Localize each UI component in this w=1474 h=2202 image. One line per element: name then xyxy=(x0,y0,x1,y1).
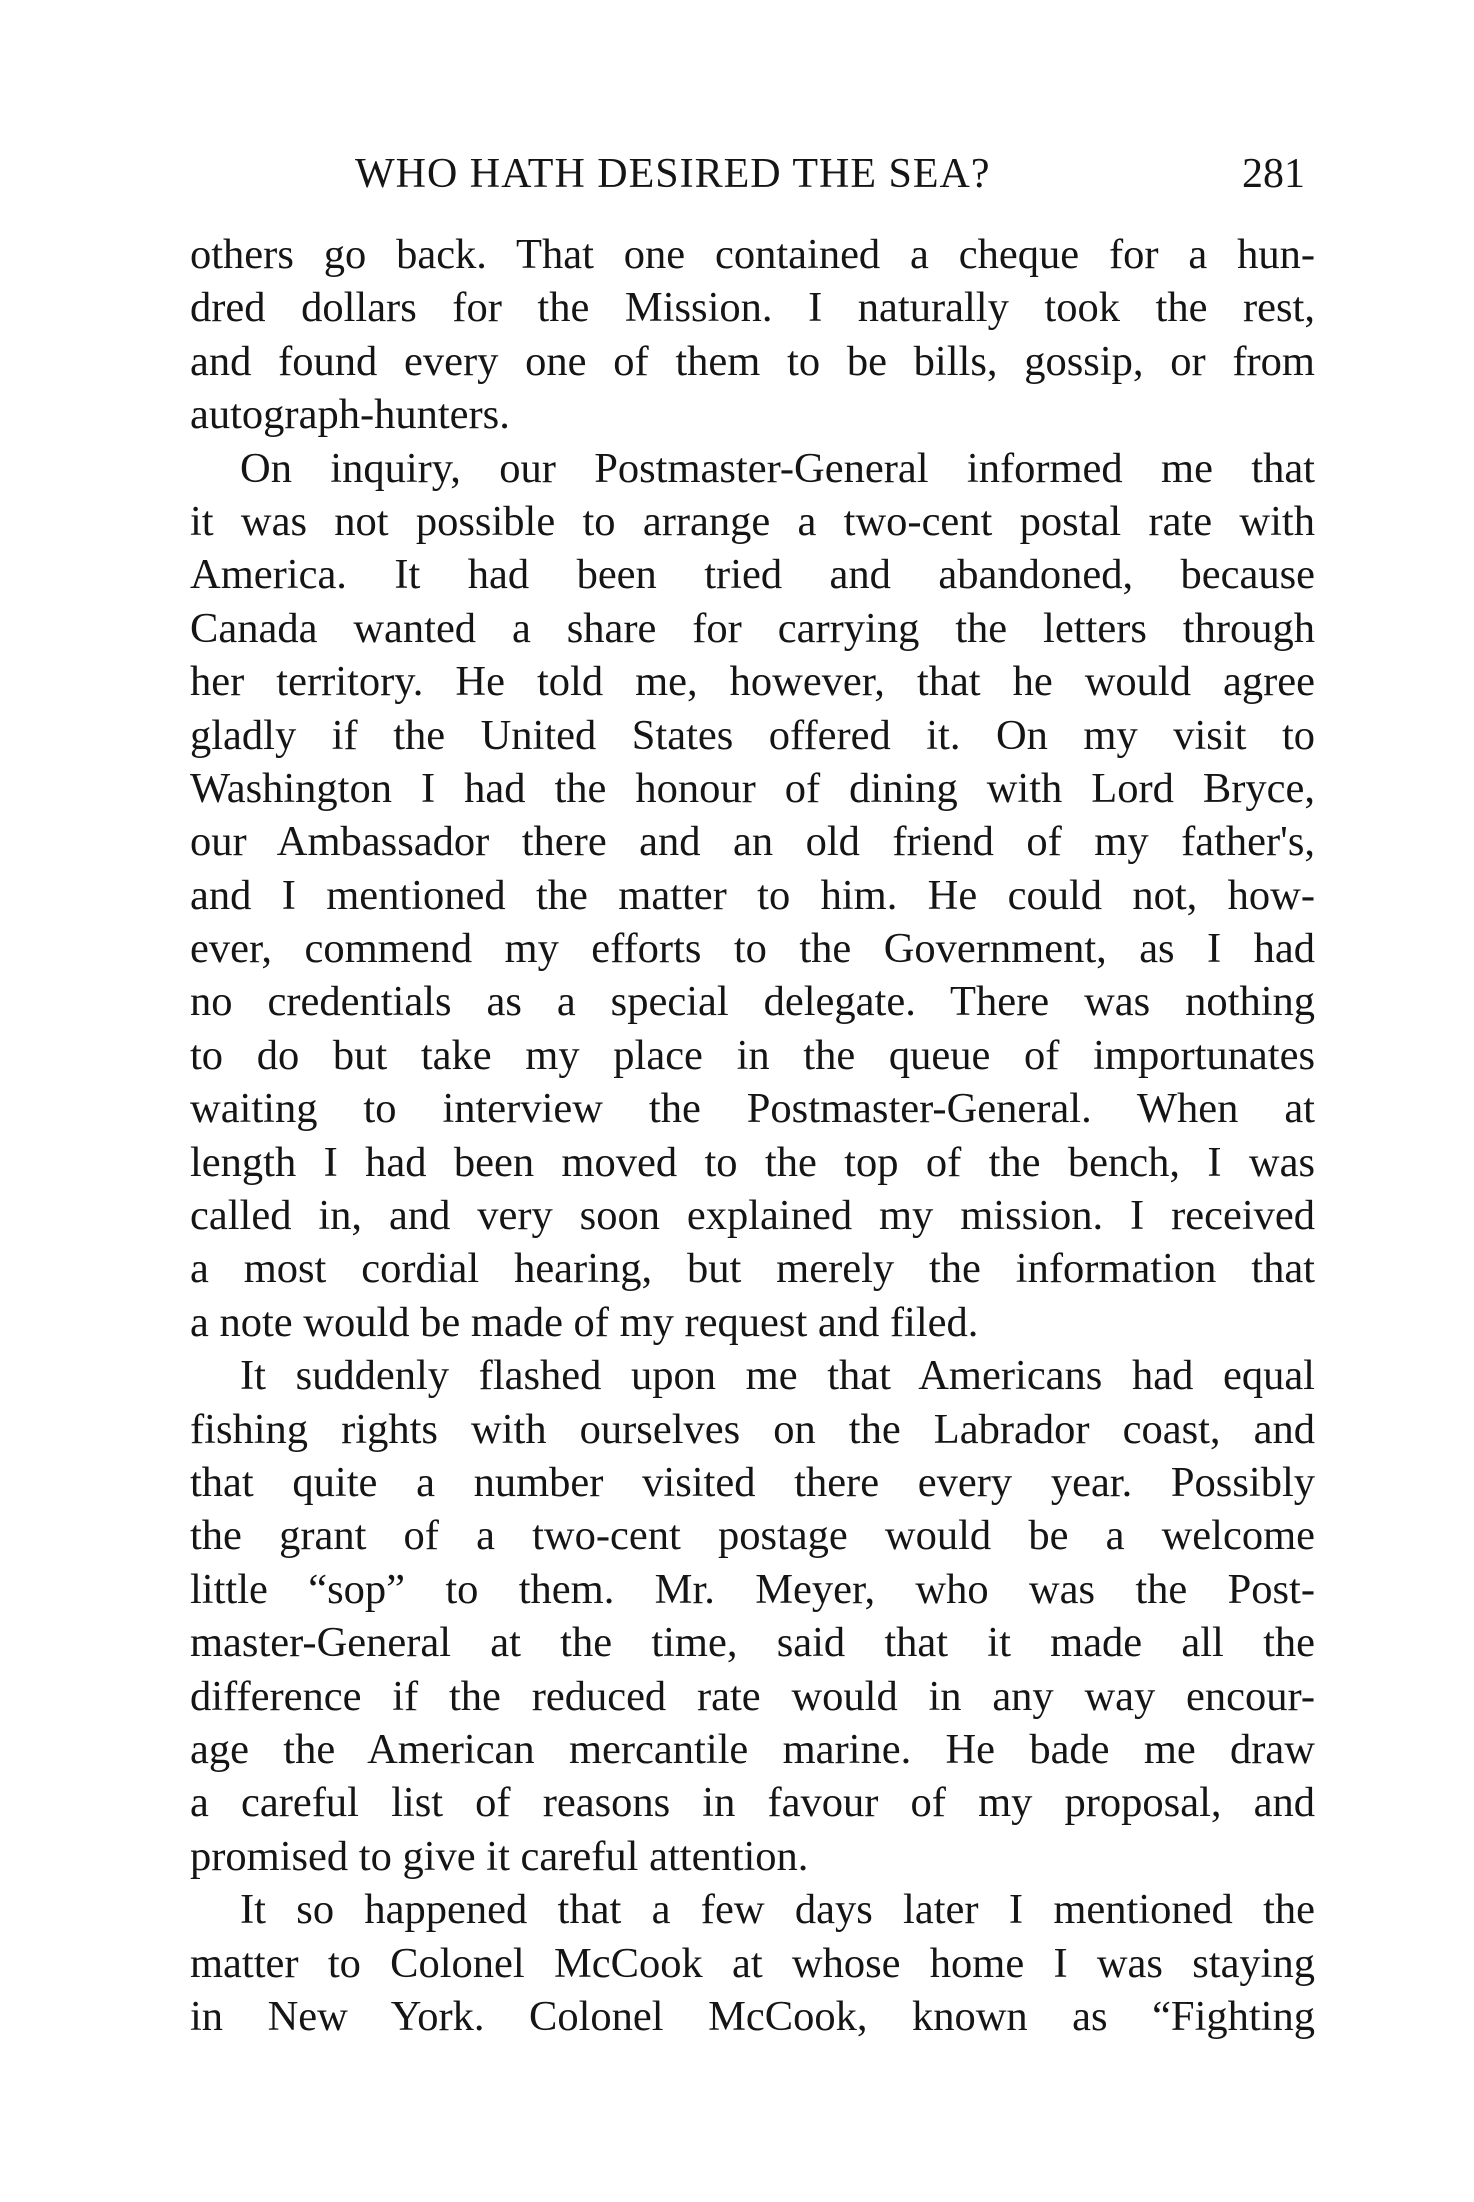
text-line: age the American mercantile marine. He bade me draw xyxy=(190,1725,1315,1773)
text-line: our Ambassador there and an old friend of my father's, xyxy=(190,818,1315,866)
text-line: and found every one of them to be bills, gossip, or from xyxy=(190,337,1315,385)
paragraph-start-line: It so happened that a few days later I mentioned the xyxy=(240,1886,1315,1934)
text-line: her territory. He told me, however, that he would agree xyxy=(190,658,1315,706)
body-text xyxy=(190,228,1315,2043)
text-line: that quite a number visited there every year. Possibly xyxy=(190,1458,1315,1506)
text-line: America. It had been tried and abandoned, because xyxy=(190,551,1315,599)
text-line: and I mentioned the matter to him. He could not, how- xyxy=(190,871,1315,919)
text-line: a careful list of reasons in favour of my proposal, and xyxy=(190,1779,1315,1827)
text-line: ever, commend my efforts to the Government, as I had xyxy=(190,925,1315,973)
text-line: Canada wanted a share for carrying the letters through xyxy=(190,604,1315,652)
text-line: it was not possible to arrange a two-cent postal rate with xyxy=(190,497,1315,545)
text-line: a most cordial hearing, but merely the information that xyxy=(190,1245,1315,1293)
text-line: the grant of a two-cent postage would be a welcome xyxy=(190,1512,1315,1560)
text-line: length I had been moved to the top of the bench, I was xyxy=(190,1138,1315,1186)
text-line: in New York. Colonel McCook, known as “Fighting xyxy=(190,1992,1315,2040)
text-line: Washington I had the honour of dining with Lord Bryce, xyxy=(190,764,1315,812)
text-line: called in, and very soon explained my mission. I received xyxy=(190,1192,1315,1240)
text-line: difference if the reduced rate would in any way encour- xyxy=(190,1672,1315,1720)
text-line: promised to give it careful attention. xyxy=(190,1832,809,1880)
text-line: autograph-hunters. xyxy=(190,391,510,439)
paragraph-start-line: On inquiry, our Postmaster-General informed me that xyxy=(240,444,1315,492)
text-line: matter to Colonel McCook at whose home I was staying xyxy=(190,1939,1315,1987)
page-header xyxy=(355,150,1305,210)
text-line: fishing rights with ourselves on the Labrador coast, and xyxy=(190,1405,1315,1453)
text-line: waiting to interview the Postmaster-General. When at xyxy=(190,1085,1315,1133)
text-line: no credentials as a special delegate. There was nothing xyxy=(190,978,1315,1026)
text-line: master-General at the time, said that it made all the xyxy=(190,1619,1315,1667)
text-line: little “sop” to them. Mr. Meyer, who was the Post- xyxy=(190,1565,1315,1613)
text-line: to do but take my place in the queue of importunates xyxy=(190,1031,1315,1079)
page-number: 281 xyxy=(1242,151,1305,197)
text-line: gladly if the United States offered it. On my visit to xyxy=(190,711,1315,759)
text-line: others go back. That one contained a cheque for a hun- xyxy=(190,231,1315,278)
running-title: WHO HATH DESIRED THE SEA? xyxy=(355,151,991,197)
paragraph-start-line: It suddenly flashed upon me that Americans had equal xyxy=(240,1352,1315,1400)
text-line: a note would be made of my request and filed. xyxy=(190,1298,979,1346)
text-line: dred dollars for the Mission. I naturally took the rest, xyxy=(190,284,1315,332)
